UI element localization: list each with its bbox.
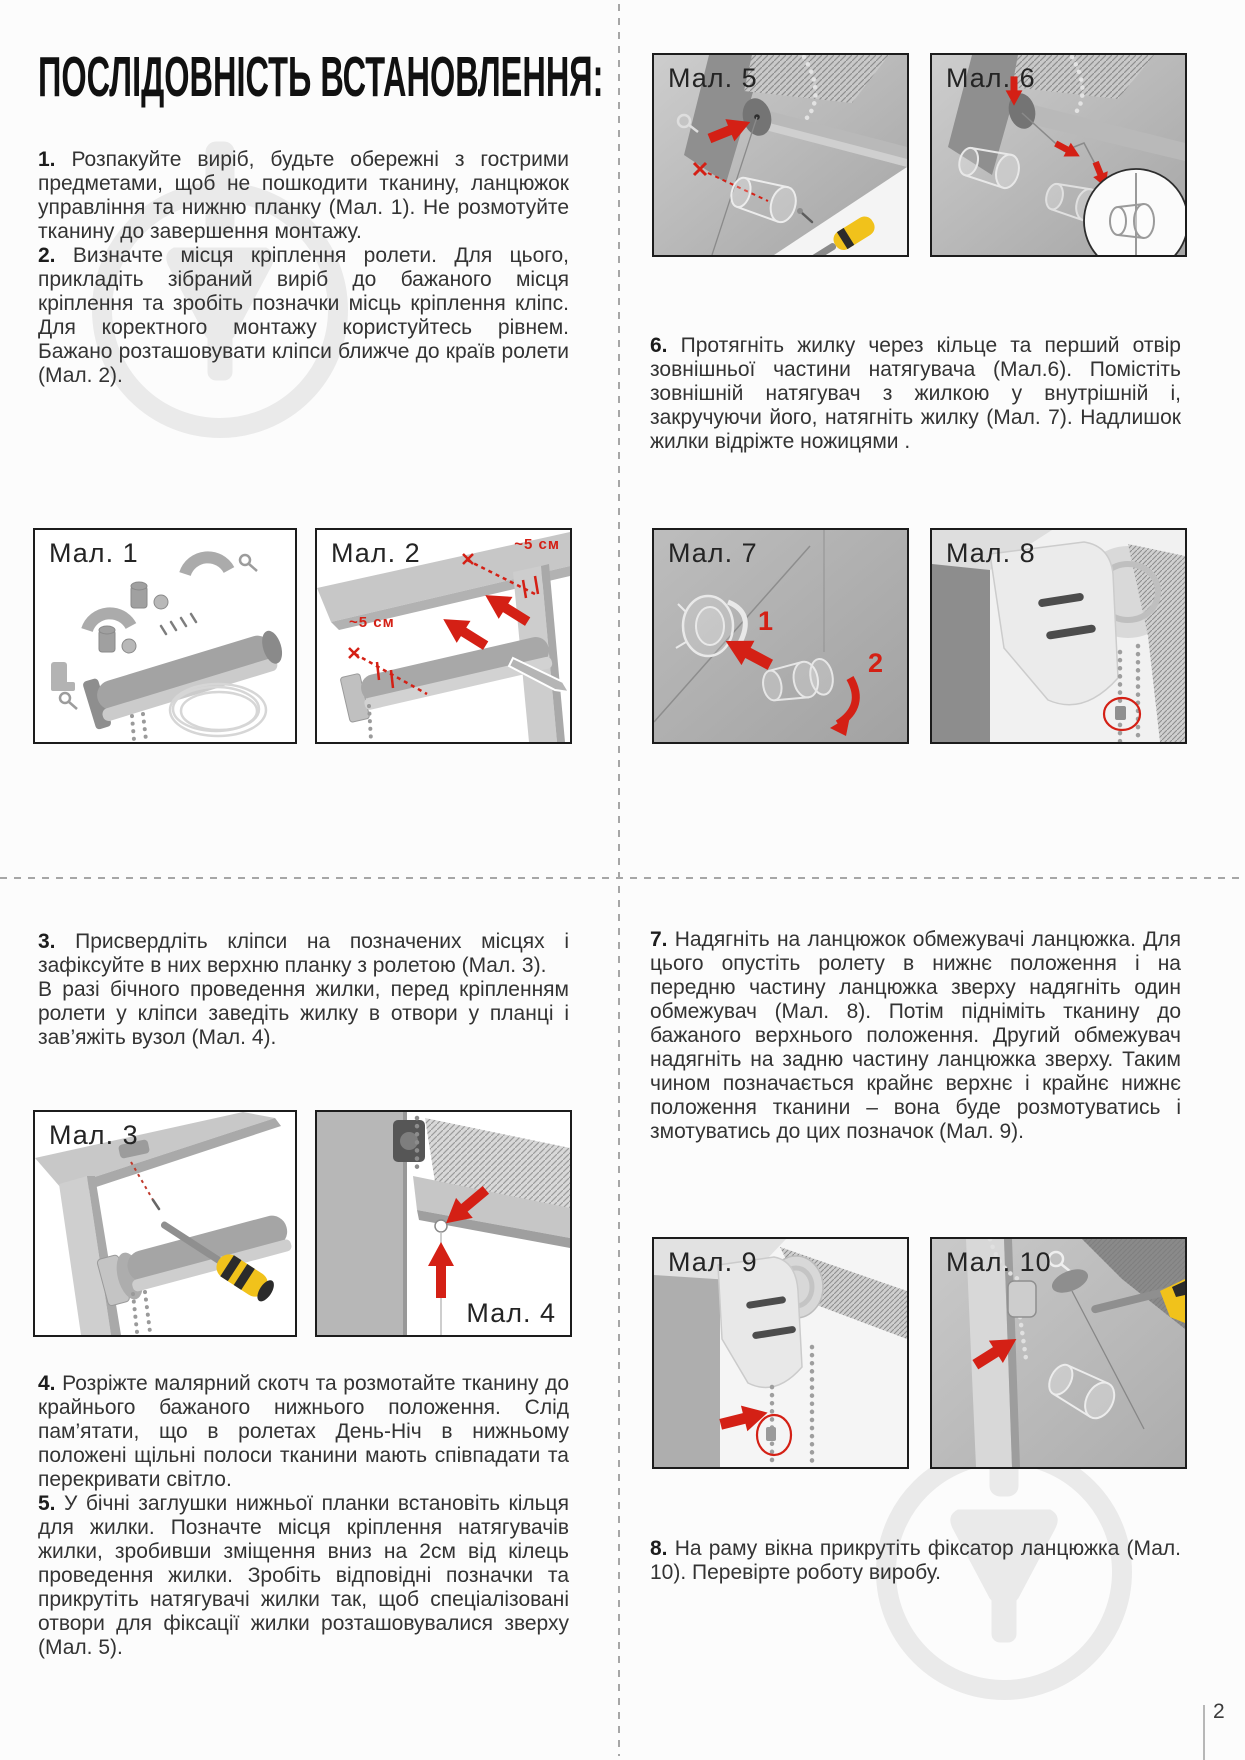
- steps-block-6: [650, 334, 1181, 454]
- figure-6: [930, 53, 1187, 257]
- end-cap-part: [51, 662, 75, 691]
- step-5: 5. У бічні заглушки нижньої планки встановіть кільця для жилки. Позначте місця кріплення натягувачів жилки, зробивши зміщення вниз на 2см від кілець проведення жилки. Зробіть відповідні позначки та прикрутіть натягувачі жилки так, щоб спеціалізовані отвори для фіксації жилки розташовувалися зверху (Мал. 5).: [38, 1492, 569, 1659]
- steps-block-8: [650, 1537, 1181, 1585]
- figure-6-label: Мал. 6: [946, 63, 1036, 93]
- figure-7: [652, 528, 909, 744]
- step-7: 7. Надягніть на ланцюжок обмежувачі ланцюжка. Для цього опустіть ролету в нижнє положення і на передню частину ланцюжка зверху надягніть один обмежувач (Мал. 8). Потім підніміть тканину до бажаного верхнього положення. Другий обмежувач надягніть на задню частину ланцюжка зверху. Таким чином позначається крайнє верхнє і крайнє нижнє положення тканини – вона буде розмотуватись і змотуватись до цих позначок (Мал. 9).: [650, 928, 1181, 1143]
- figure-5: [652, 53, 909, 257]
- figure-7-label: Мал. 7: [668, 538, 758, 568]
- steps-block-7: [650, 928, 1181, 1144]
- figure-9-label: Мал. 9: [668, 1247, 758, 1277]
- step-3-note: В разі бічного проведення жилки, перед кріпленням ролети у кліпси заведіть жилку в отвори у планці і зав’яжіть вузол (Мал. 4).: [38, 978, 569, 1049]
- chain-fixator: [1008, 1281, 1036, 1317]
- step-3: 3. Присвердліть кліпси на позначених місцях і зафіксуйте в них верхню планку з ролетою (Мал. 3).: [38, 930, 569, 977]
- page-title: ПОСЛІДОВНІСТЬ ВСТАНОВЛЕННЯ:: [38, 45, 604, 109]
- step-2: 2. Визначте місця кріплення ролети. Для цього, прикладіть зібраний виріб до бажаного місця кріплення та зробіть позначки місць кріплення кліпс. Для коректного монтажу користуйтесь рівнем. Бажано розташовувати кліпси ближче до країв ролети (Мал. 2).: [38, 244, 569, 387]
- figure-1: [33, 528, 297, 744]
- figure-3-label: Мал. 3: [49, 1120, 139, 1150]
- distance-annotation: ~5 см: [514, 536, 560, 553]
- chain-stop: [1115, 706, 1126, 720]
- step-8: 8. На раму вікна прикрутіть фіксатор ланцюжка (Мал. 10). Перевірте роботу виробу.: [650, 1537, 1181, 1584]
- figure-3: [33, 1110, 297, 1337]
- figure-8: [930, 528, 1187, 744]
- chain-stop: [766, 1427, 776, 1441]
- figure-5-label: Мал. 5: [668, 63, 758, 93]
- figure-10-label: Мал. 10: [946, 1247, 1052, 1277]
- figure-8-label: Мал. 8: [946, 538, 1036, 568]
- page-number: 2: [1213, 1700, 1225, 1723]
- figure-1-label: Мал. 1: [49, 538, 139, 568]
- screws: [161, 614, 196, 634]
- figure-4-label: Мал. 4: [466, 1298, 556, 1328]
- screw: [153, 1200, 159, 1209]
- cord-hole: [435, 1220, 447, 1232]
- figure-2-label: Мал. 2: [331, 538, 421, 568]
- steps-block-4-5: [38, 1372, 569, 1660]
- steps-block-1-2: [38, 148, 569, 388]
- figure-4: [315, 1110, 572, 1337]
- steps-block-3: [38, 930, 569, 1050]
- figure-9: [652, 1237, 909, 1469]
- step-6: 6. Протягніть жилку через кільце та перший отвір зовнішньої частини натягувача (Мал.6). Помістіть зовнішній натягувач з жилкою у внутрішній і, закручуючи його, натягніть жилку (Мал. 7). Надлишок жилки відріжте ножицями .: [650, 334, 1181, 453]
- page-number-rule: [1203, 1705, 1205, 1760]
- step-4: 4. Розріжте малярний скотч та розмотайте тканину до крайнього бажаного нижнього положення. Слід пам’ятати, що в ролетах День-Ніч в нижньому положені щільні полоси тканини мають співпадати та перекривати світло.: [38, 1372, 570, 1491]
- bead-chain: [132, 714, 146, 740]
- figure-10: [930, 1237, 1187, 1469]
- bead-chain: [369, 706, 371, 740]
- figure-2: [315, 528, 572, 744]
- cord-coil-icon: [170, 684, 266, 736]
- vertical-fold-divider: [618, 4, 620, 1756]
- sequence-number-2: 2: [868, 648, 884, 678]
- sequence-number-1: 1: [758, 606, 774, 636]
- distance-annotation: ~5 см: [349, 614, 395, 631]
- horizontal-fold-divider: [0, 877, 1245, 879]
- step-1: 1. Розпакуйте виріб, будьте обережні з гострими предметами, щоб не пошкодити тканину, ланцюжок управління та нижню планку (Мал. 1). Не розмотуйте тканину до завершення монтажу.: [38, 148, 569, 243]
